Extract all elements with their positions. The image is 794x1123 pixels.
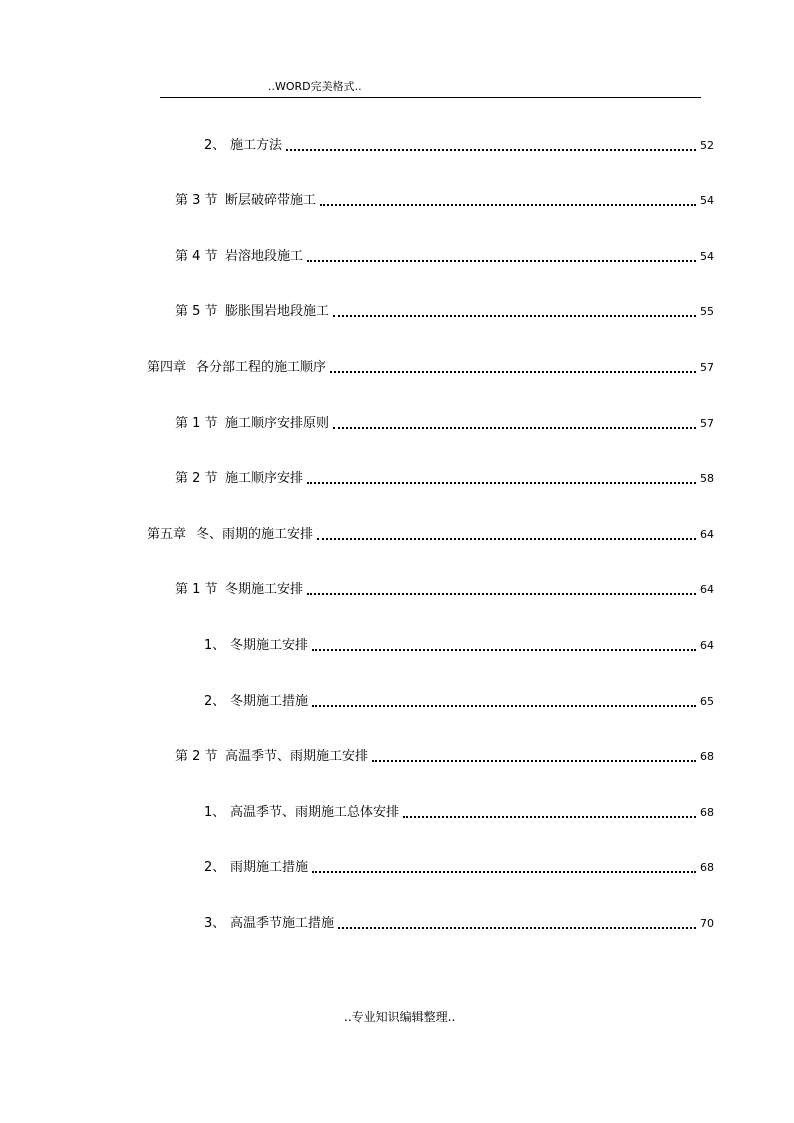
toc-entry[interactable] — [204, 692, 714, 712]
toc-entry[interactable] — [147, 525, 714, 545]
toc-entry[interactable] — [204, 136, 714, 156]
toc-entry-number: 第 3 节 — [175, 193, 218, 208]
toc-entry[interactable] — [204, 803, 714, 823]
toc-dot-leader — [307, 593, 696, 595]
toc-entry-page: 57 — [700, 361, 714, 374]
toc-entry-number: 1、 — [204, 638, 226, 653]
toc-entry-title: 冬期施工安排 — [230, 638, 309, 653]
toc-entry-number: 第 5 节 — [175, 304, 218, 319]
toc-entry-number: 第 1 节 — [175, 416, 218, 431]
toc-entry-number: 第五章 — [147, 527, 187, 542]
toc-entry[interactable] — [175, 747, 714, 767]
toc-dot-leader — [312, 705, 696, 707]
toc-entry[interactable] — [204, 914, 714, 934]
toc-entry-page: 52 — [700, 139, 714, 152]
toc-entry-title: 各分部工程的施工顺序 — [196, 360, 327, 375]
toc-entry-page: 65 — [700, 695, 714, 708]
toc-dot-leader — [286, 149, 696, 151]
toc-entry-page: 64 — [700, 528, 714, 541]
toc-entry-page: 68 — [700, 750, 714, 763]
toc-entry-title: 雨期施工措施 — [230, 860, 309, 875]
toc-entry[interactable] — [147, 358, 714, 378]
toc-entry[interactable] — [204, 858, 714, 878]
toc-entry-number: 3、 — [204, 916, 226, 931]
toc-entry-page: 58 — [700, 472, 714, 485]
toc-entry-page: 70 — [700, 917, 714, 930]
toc-entry-title: 冬期施工安排 — [225, 582, 304, 597]
toc-entry-title: 膨胀围岩地段施工 — [225, 304, 330, 319]
toc-dot-leader — [312, 871, 696, 873]
toc-entry-number: 2、 — [204, 138, 226, 153]
toc-entry-page: 68 — [700, 806, 714, 819]
toc-entry[interactable] — [175, 414, 714, 434]
toc-entry-title: 高温季节、雨期施工安排 — [225, 749, 369, 764]
toc-entry-number: 2、 — [204, 860, 226, 875]
toc-entry-page: 54 — [700, 250, 714, 263]
toc-entry-page: 68 — [700, 861, 714, 874]
toc-entry[interactable] — [175, 247, 714, 267]
toc-entry-page: 57 — [700, 417, 714, 430]
toc-entry-page: 64 — [700, 583, 714, 596]
toc-entry-title: 高温季节、雨期施工总体安排 — [230, 805, 400, 820]
toc-entry-number: 第 4 节 — [175, 249, 218, 264]
toc-entry-number: 第四章 — [147, 360, 187, 375]
toc-entry-number: 第 1 节 — [175, 582, 218, 597]
toc-entry-number: 第 2 节 — [175, 749, 218, 764]
toc-entry-title: 断层破碎带施工 — [225, 193, 317, 208]
toc-entry[interactable] — [175, 302, 714, 322]
toc-entry-number: 2、 — [204, 694, 226, 709]
toc-dot-leader — [372, 760, 696, 762]
toc-entry-number: 第 2 节 — [175, 471, 218, 486]
toc-entry-number: 1、 — [204, 805, 226, 820]
header-text: ..WORD完美格式.. — [268, 80, 362, 93]
toc-dot-leader — [333, 315, 696, 317]
toc-entry[interactable] — [175, 191, 714, 211]
toc-dot-leader — [307, 482, 696, 484]
toc-dot-leader — [330, 371, 696, 373]
page-footer: ..专业知识编辑整理.. — [344, 1010, 456, 1024]
toc-dot-leader — [317, 538, 696, 540]
toc-entry-title: 施工方法 — [230, 138, 283, 153]
toc-dot-leader — [333, 427, 696, 429]
toc-entry-title: 冬期施工措施 — [230, 694, 309, 709]
toc-dot-leader — [338, 927, 696, 929]
toc-entry-title: 施工顺序安排原则 — [225, 416, 330, 431]
toc-entry-page: 55 — [700, 305, 714, 318]
toc-dot-leader — [320, 204, 696, 206]
toc-entry-title: 岩溶地段施工 — [225, 249, 304, 264]
toc-entry-page: 64 — [700, 639, 714, 652]
toc-entry[interactable] — [204, 636, 714, 656]
toc-entry[interactable] — [175, 469, 714, 489]
toc-entry-title: 冬、雨期的施工安排 — [196, 527, 314, 542]
toc-entry-title: 高温季节施工措施 — [230, 916, 335, 931]
toc-dot-leader — [307, 260, 696, 262]
toc-entry[interactable] — [175, 580, 714, 600]
toc-dot-leader — [312, 649, 696, 651]
toc-entry-page: 54 — [700, 194, 714, 207]
toc-dot-leader — [403, 816, 696, 818]
toc-entry-title: 施工顺序安排 — [225, 471, 304, 486]
